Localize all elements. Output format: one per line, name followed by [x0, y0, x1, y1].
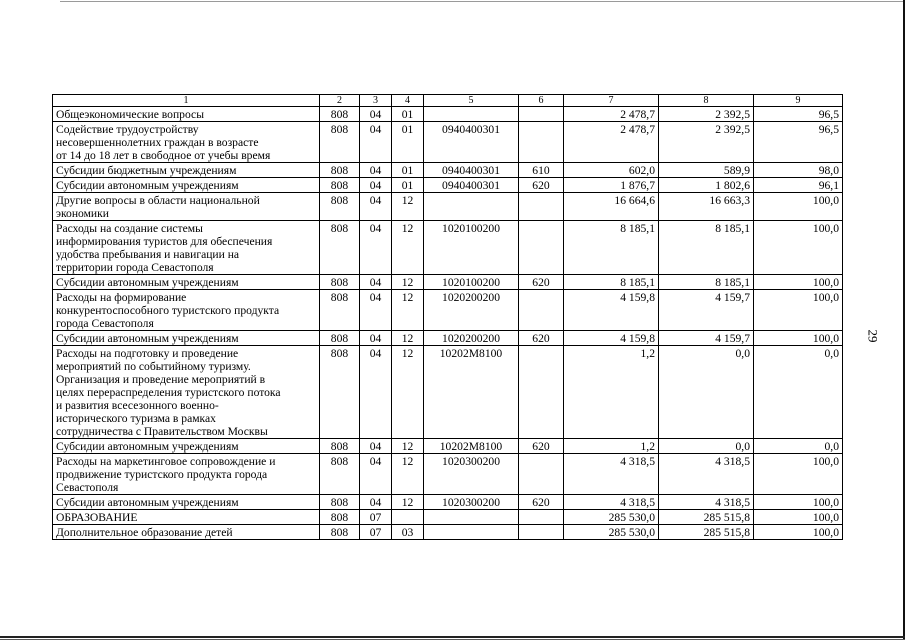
- target-article-cell: 10202М8100: [424, 346, 519, 439]
- table-row: [53, 163, 843, 178]
- executed-amount-cell: 285 515,8: [659, 525, 754, 540]
- subsection-code-cell: 12: [392, 346, 424, 439]
- column-header: 2: [320, 95, 360, 107]
- table-row: [53, 346, 843, 439]
- section-code-cell: 04: [360, 454, 392, 495]
- executed-amount-cell: 1 802,6: [659, 178, 754, 193]
- planned-amount-cell: 1 876,7: [564, 178, 659, 193]
- execution-percent-cell: 100,0: [754, 454, 843, 495]
- target-article-cell: [424, 107, 519, 122]
- executed-amount-cell: 2 392,5: [659, 107, 754, 122]
- planned-amount-cell: 16 664,6: [564, 193, 659, 221]
- ministry-code-cell: 808: [320, 122, 360, 163]
- planned-amount-cell: 8 185,1: [564, 275, 659, 290]
- execution-percent-cell: 98,0: [754, 163, 843, 178]
- planned-amount-cell: 8 185,1: [564, 221, 659, 275]
- section-code-cell: 07: [360, 510, 392, 525]
- subsection-code-cell: 12: [392, 290, 424, 331]
- subsection-code-cell: 12: [392, 193, 424, 221]
- expense-type-cell: 620: [519, 178, 564, 193]
- execution-percent-cell: 100,0: [754, 193, 843, 221]
- subsection-code-cell: [392, 510, 424, 525]
- subsection-code-cell: 01: [392, 107, 424, 122]
- executed-amount-cell: 16 663,3: [659, 193, 754, 221]
- executed-amount-cell: 4 159,7: [659, 331, 754, 346]
- row-name-cell: Субсидии бюджетным учреждениям: [53, 163, 320, 178]
- subsection-code-cell: 12: [392, 439, 424, 454]
- subsection-code-cell: 01: [392, 163, 424, 178]
- section-code-cell: 04: [360, 163, 392, 178]
- execution-percent-cell: 0,0: [754, 439, 843, 454]
- executed-amount-cell: 285 515,8: [659, 510, 754, 525]
- section-code-cell: 04: [360, 495, 392, 510]
- executed-amount-cell: 4 159,7: [659, 290, 754, 331]
- budget-table: [52, 94, 843, 540]
- table-row: [53, 495, 843, 510]
- section-code-cell: 04: [360, 439, 392, 454]
- ministry-code-cell: 808: [320, 193, 360, 221]
- execution-percent-cell: 100,0: [754, 495, 843, 510]
- execution-percent-cell: 100,0: [754, 221, 843, 275]
- ministry-code-cell: 808: [320, 178, 360, 193]
- table-body: [53, 95, 843, 540]
- section-code-cell: 04: [360, 331, 392, 346]
- section-code-cell: 07: [360, 525, 392, 540]
- column-header: 8: [659, 95, 754, 107]
- table-row: [53, 525, 843, 540]
- executed-amount-cell: 589,9: [659, 163, 754, 178]
- expense-type-cell: [519, 290, 564, 331]
- column-header: 6: [519, 95, 564, 107]
- target-article-cell: [424, 525, 519, 540]
- ministry-code-cell: 808: [320, 107, 360, 122]
- column-header: 7: [564, 95, 659, 107]
- planned-amount-cell: 4 159,8: [564, 290, 659, 331]
- executed-amount-cell: 0,0: [659, 439, 754, 454]
- planned-amount-cell: 1,2: [564, 346, 659, 439]
- executed-amount-cell: 4 318,5: [659, 495, 754, 510]
- row-name-cell: Расходы на формирование конкурентоспособного туристского продукта города Севастополя: [53, 290, 320, 331]
- row-name-cell: Общеэкономические вопросы: [53, 107, 320, 122]
- row-name-cell: ОБРАЗОВАНИЕ: [53, 510, 320, 525]
- planned-amount-cell: 2 478,7: [564, 122, 659, 163]
- column-header: 4: [392, 95, 424, 107]
- section-code-cell: 04: [360, 346, 392, 439]
- row-name-cell: Расходы на маркетинговое сопровождение и продвижение туристского продукта города Севастополя: [53, 454, 320, 495]
- expense-type-cell: 610: [519, 163, 564, 178]
- execution-percent-cell: 100,0: [754, 331, 843, 346]
- planned-amount-cell: 2 478,7: [564, 107, 659, 122]
- expense-type-cell: [519, 510, 564, 525]
- expense-type-cell: [519, 193, 564, 221]
- target-article-cell: 10202М8100: [424, 439, 519, 454]
- subsection-code-cell: 03: [392, 525, 424, 540]
- ministry-code-cell: 808: [320, 275, 360, 290]
- row-name-cell: Субсидии автономным учреждениям: [53, 495, 320, 510]
- table-row: [53, 221, 843, 275]
- subsection-code-cell: 12: [392, 331, 424, 346]
- target-article-cell: 0940400301: [424, 122, 519, 163]
- execution-percent-cell: 100,0: [754, 275, 843, 290]
- ministry-code-cell: 808: [320, 163, 360, 178]
- column-header: 3: [360, 95, 392, 107]
- subsection-code-cell: 12: [392, 275, 424, 290]
- column-header: 1: [53, 95, 320, 107]
- table-row: [53, 178, 843, 193]
- planned-amount-cell: 1,2: [564, 439, 659, 454]
- bottom-scan-edge: [0, 636, 905, 638]
- target-article-cell: 1020100200: [424, 221, 519, 275]
- ministry-code-cell: 808: [320, 346, 360, 439]
- target-article-cell: 1020200200: [424, 290, 519, 331]
- table-row: [53, 454, 843, 495]
- execution-percent-cell: 100,0: [754, 510, 843, 525]
- target-article-cell: 1020300200: [424, 454, 519, 495]
- table-row: [53, 275, 843, 290]
- table-row: [53, 331, 843, 346]
- execution-percent-cell: 100,0: [754, 525, 843, 540]
- table-row: [53, 193, 843, 221]
- expense-type-cell: [519, 346, 564, 439]
- column-header: 9: [754, 95, 843, 107]
- ministry-code-cell: 808: [320, 439, 360, 454]
- target-article-cell: [424, 510, 519, 525]
- execution-percent-cell: 0,0: [754, 346, 843, 439]
- ministry-code-cell: 808: [320, 510, 360, 525]
- expense-type-cell: [519, 525, 564, 540]
- row-name-cell: Субсидии автономным учреждениям: [53, 275, 320, 290]
- table-row: [53, 107, 843, 122]
- row-name-cell: Дополнительное образование детей: [53, 525, 320, 540]
- subsection-code-cell: 12: [392, 221, 424, 275]
- ministry-code-cell: 808: [320, 454, 360, 495]
- row-name-cell: Субсидии автономным учреждениям: [53, 178, 320, 193]
- target-article-cell: 0940400301: [424, 163, 519, 178]
- executed-amount-cell: 4 318,5: [659, 454, 754, 495]
- planned-amount-cell: 4 318,5: [564, 495, 659, 510]
- ministry-code-cell: 808: [320, 495, 360, 510]
- top-scan-rule: [60, 1, 905, 2]
- ministry-code-cell: 808: [320, 525, 360, 540]
- table-header-row: [53, 95, 843, 107]
- column-header: 5: [424, 95, 519, 107]
- executed-amount-cell: 8 185,1: [659, 221, 754, 275]
- ministry-code-cell: 808: [320, 290, 360, 331]
- section-code-cell: 04: [360, 221, 392, 275]
- ministry-code-cell: 808: [320, 331, 360, 346]
- planned-amount-cell: 4 159,8: [564, 331, 659, 346]
- subsection-code-cell: 12: [392, 495, 424, 510]
- table-row: [53, 510, 843, 525]
- target-article-cell: [424, 193, 519, 221]
- table-row: [53, 439, 843, 454]
- execution-percent-cell: 96,1: [754, 178, 843, 193]
- row-name-cell: Содействие трудоустройству несовершеннолетних граждан в возрасте от 14 до 18 лет в свободное от учебы время: [53, 122, 320, 163]
- row-name-cell: Субсидии автономным учреждениям: [53, 331, 320, 346]
- table-row: [53, 122, 843, 163]
- table-row: [53, 290, 843, 331]
- executed-amount-cell: 0,0: [659, 346, 754, 439]
- planned-amount-cell: 285 530,0: [564, 525, 659, 540]
- section-code-cell: 04: [360, 107, 392, 122]
- execution-percent-cell: 96,5: [754, 107, 843, 122]
- row-name-cell: Другие вопросы в области национальной экономики: [53, 193, 320, 221]
- page-number: 29: [865, 329, 881, 343]
- executed-amount-cell: 2 392,5: [659, 122, 754, 163]
- row-name-cell: Субсидии автономным учреждениям: [53, 439, 320, 454]
- row-name-cell: Расходы на подготовку и проведение мероприятий по событийному туризму. Организация и проведение мероприятий в целях перераспределения туристского потока и развития всесезонного военно- исторического туризма в рамках сотрудничества с Правительством Москвы: [53, 346, 320, 439]
- planned-amount-cell: 602,0: [564, 163, 659, 178]
- row-name-cell: Расходы на создание системы информирования туристов для обеспечения удобства пребывания и навигации на территории города Севастополя: [53, 221, 320, 275]
- planned-amount-cell: 285 530,0: [564, 510, 659, 525]
- expense-type-cell: [519, 122, 564, 163]
- execution-percent-cell: 100,0: [754, 290, 843, 331]
- expense-type-cell: [519, 454, 564, 495]
- expense-type-cell: 620: [519, 495, 564, 510]
- section-code-cell: 04: [360, 275, 392, 290]
- section-code-cell: 04: [360, 290, 392, 331]
- target-article-cell: 1020200200: [424, 331, 519, 346]
- target-article-cell: 0940400301: [424, 178, 519, 193]
- section-code-cell: 04: [360, 178, 392, 193]
- expense-type-cell: 620: [519, 331, 564, 346]
- execution-percent-cell: 96,5: [754, 122, 843, 163]
- expense-type-cell: [519, 107, 564, 122]
- ministry-code-cell: 808: [320, 221, 360, 275]
- target-article-cell: 1020100200: [424, 275, 519, 290]
- executed-amount-cell: 8 185,1: [659, 275, 754, 290]
- expense-type-cell: 620: [519, 439, 564, 454]
- planned-amount-cell: 4 318,5: [564, 454, 659, 495]
- subsection-code-cell: 12: [392, 454, 424, 495]
- target-article-cell: 1020300200: [424, 495, 519, 510]
- subsection-code-cell: 01: [392, 178, 424, 193]
- section-code-cell: 04: [360, 193, 392, 221]
- section-code-cell: 04: [360, 122, 392, 163]
- expense-type-cell: 620: [519, 275, 564, 290]
- expense-type-cell: [519, 221, 564, 275]
- subsection-code-cell: 01: [392, 122, 424, 163]
